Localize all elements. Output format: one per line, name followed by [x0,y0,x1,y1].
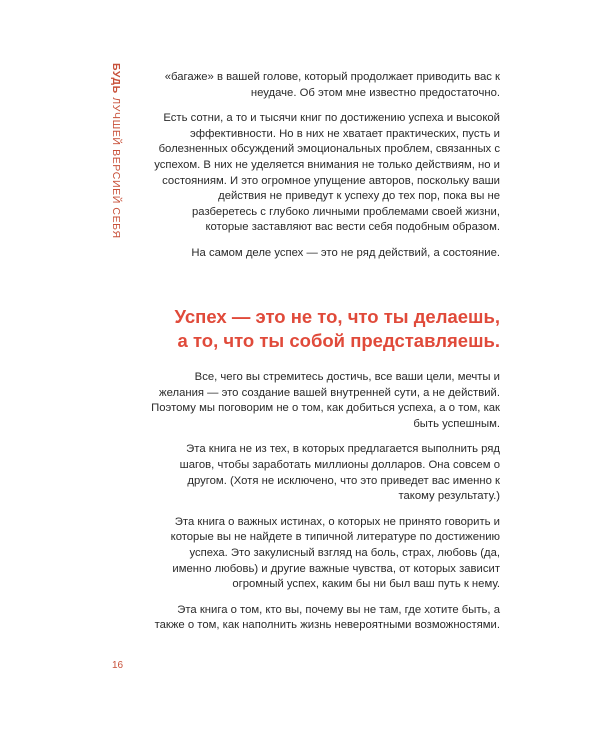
paragraph: Есть сотни, а то и тысячи книг по достижению успеха и высокой эффективности. Но в них не хватает практических, пусть и болезненных обсуждений эмоциональных проблем, связанных с успехом. В них не уделяется внимания не только действиям, но и состояниям. И это огромное упущение авторов, поскольку ваши действия не приведут к успеху до тех пор, пока вы не разберетесь с глубоко личными проблемами своей жизни, которые заставляют вас вести себя подобным образом. [154,112,500,234]
pull-quote-line: а то, что ты собой представляешь. [177,330,500,351]
running-head-light: ЛУЧШЕЙ ВЕРСИЕЙ СЕБЯ [110,97,122,239]
running-head-strong: БУДЬ [110,63,122,94]
paragraph: «багаже» в вашей голове, который продолжает приводить вас к неудаче. Об этом мне известно предостаточно. [164,71,500,99]
paragraph: Эта книга о том, кто вы, почему вы не там, где хотите быть, а также о том, как наполнить жизнь невероятными возможностями. [154,603,500,632]
paragraph: На самом деле успех — это не ряд действий, а состояние. [191,246,500,259]
text-block-top [150,70,500,272]
paragraph: Все, чего вы стремитесь достичь, все ваши цели, мечты и желания — это создание вашей внутренней сути, а не действий. Поэтому мы поговорим не о том, как добиться успеха, а о том, как быть успешным. [151,371,500,430]
page-number: 16 [112,660,124,671]
paragraph: Эта книга о важных истинах, о которых не принято говорить и которые вы не найдете в типичной литературе по достижению успеха. Это закулисный взгляд на боль, страх, любовь (да, именно любовь) и другие важные чувства, от которых зависит огромный успех, каким бы ни был ваш путь к нему. [170,515,500,591]
paragraph: Эта книга не из тех, в которых предлагается выполнить ряд шагов, чтобы заработать миллионы долларов. Она совсем о другом. (Хотя не исключено, что это приведет вас именно к такому результату.) [179,443,500,503]
pull-quote [150,305,500,353]
pull-quote-line: Успех — это не то, что ты делаешь, [174,306,500,327]
text-block-bottom [150,370,500,644]
running-head [109,63,123,239]
